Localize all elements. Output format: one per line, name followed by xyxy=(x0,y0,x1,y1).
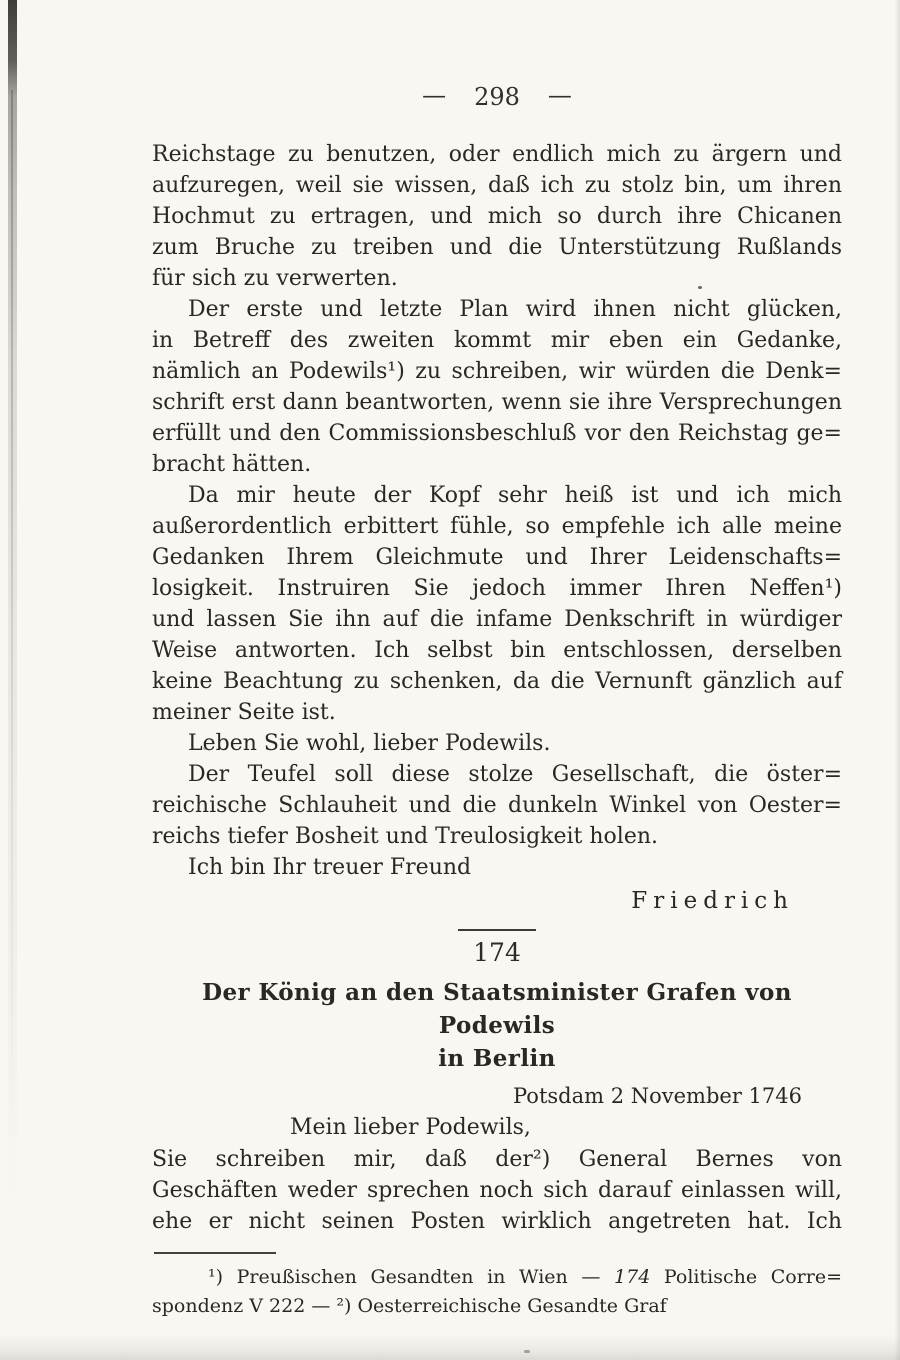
letter-paragraph-1 xyxy=(152,139,842,294)
text-line: zum Bruche zu treiben und die Unterstützung Rußlands xyxy=(152,235,842,260)
text-line: ehe er nicht seinen Posten wirklich angetreten hat. Ich xyxy=(152,1209,842,1234)
text-line: Sie schreiben mir, daß der²) General Bernes von xyxy=(152,1147,842,1172)
text-line: Da mir heute der Kopf sehr heiß ist und ich mich xyxy=(188,483,842,508)
text-line: meiner Seite ist. xyxy=(152,700,336,725)
section-heading xyxy=(152,976,842,1075)
section-heading-line-1: Der König an den Staatsminister Grafen von Podewils xyxy=(202,979,792,1039)
scan-right-edge-shadow xyxy=(894,0,900,1360)
footnote-1-text-continued: Politische Corre= xyxy=(650,1266,843,1288)
text-line: nämlich an Podewils¹) zu schreiben, wir würden die Denk= xyxy=(152,359,842,384)
text-line: außerordentlich erbittert fühle, so empfehle ich alle meine xyxy=(152,514,842,539)
scan-speck xyxy=(524,1350,530,1353)
text-line: in Betreff des zweiten kommt mir eben ein Gedanke, xyxy=(152,328,842,353)
text-line: für sich zu verwerten. xyxy=(152,266,398,291)
scan-bottom-shadow xyxy=(0,1334,900,1360)
text-line: Geschäften weder sprechen noch sich darauf einlassen will, xyxy=(152,1178,842,1203)
letter-paragraph-4 xyxy=(152,728,842,759)
text-line: Der erste und letzte Plan wird ihnen nicht glücken, xyxy=(188,297,842,322)
text-line: Ich bin Ihr treuer Freund xyxy=(188,855,472,880)
footnote-rule xyxy=(154,1252,276,1254)
text-line: Reichstage zu benutzen, oder endlich mich zu ärgern und xyxy=(152,142,842,167)
footnote-line-2: spondenz V 222 — ²) Oesterreichische Gesandte Graf xyxy=(152,1295,667,1317)
header-left-dash: — xyxy=(422,81,447,109)
footnote-text xyxy=(152,1263,842,1321)
header-right-dash: — xyxy=(547,81,572,109)
text-line: reichs tiefer Bosheit und Treulosigkeit holen. xyxy=(152,824,659,849)
letter-paragraph-2 xyxy=(152,294,842,480)
page-content xyxy=(152,82,842,1321)
text-line: Der Teufel soll diese stolze Gesellschaft, die öster= xyxy=(188,762,842,787)
text-line: losigkeit. Instruiren Sie jedoch immer Ihren Neffen¹) xyxy=(152,576,842,601)
page-number: 298 xyxy=(474,83,520,111)
text-line: und lassen Sie ihn auf die infame Denkschrift in würdiger xyxy=(152,607,842,632)
dateline: Potsdam 2 November 1746 xyxy=(513,1084,802,1108)
footnote-reference-number: 174 xyxy=(614,1266,651,1288)
footnote-line-1 xyxy=(152,1263,842,1292)
letter-paragraph-3 xyxy=(152,480,842,728)
scan-gutter-line xyxy=(11,90,13,1140)
section-number: 174 xyxy=(473,938,521,967)
page-header xyxy=(152,82,842,112)
text-line: aufzuregen, weil sie wissen, daß ich zu stolz bin, um ihren xyxy=(152,173,842,198)
footnote-block xyxy=(152,1252,842,1321)
section-heading-line-2: in Berlin xyxy=(438,1045,556,1072)
footnote-1-text: ¹) Preußischen Gesandten in Wien — xyxy=(208,1266,615,1288)
text-line: Leben Sie wohl, lieber Podewils. xyxy=(188,731,551,756)
letter-closing xyxy=(152,852,842,883)
salutation: Mein lieber Podewils, xyxy=(290,1115,531,1140)
text-line: erfüllt und den Commissionsbeschluß vor den Reichstag ge= xyxy=(152,421,842,446)
text-line: Gedanken Ihrem Gleichmute und Ihrer Leidenschafts= xyxy=(152,545,842,570)
text-line: reichische Schlauheit und die dunkeln Winkel von Oester= xyxy=(152,793,842,818)
text-line: Hochmut zu ertragen, und mich so durch ihre Chicanen xyxy=(152,204,842,229)
text-line: Weise antworten. Ich selbst bin entschlossen, derselben xyxy=(152,638,842,663)
text-line: bracht hätten. xyxy=(152,452,312,477)
letter-signature: Friedrich xyxy=(631,888,794,914)
text-line: keine Beachtung zu schenken, da die Vernunft gänzlich auf xyxy=(152,669,842,694)
text-line: schrift erst dann beantworten, wenn sie ihre Versprechungen xyxy=(152,390,842,415)
letter-body xyxy=(152,139,842,883)
section-divider-rule xyxy=(458,929,536,931)
letter-paragraph-5 xyxy=(152,759,842,852)
letter-174-body xyxy=(152,1144,842,1237)
